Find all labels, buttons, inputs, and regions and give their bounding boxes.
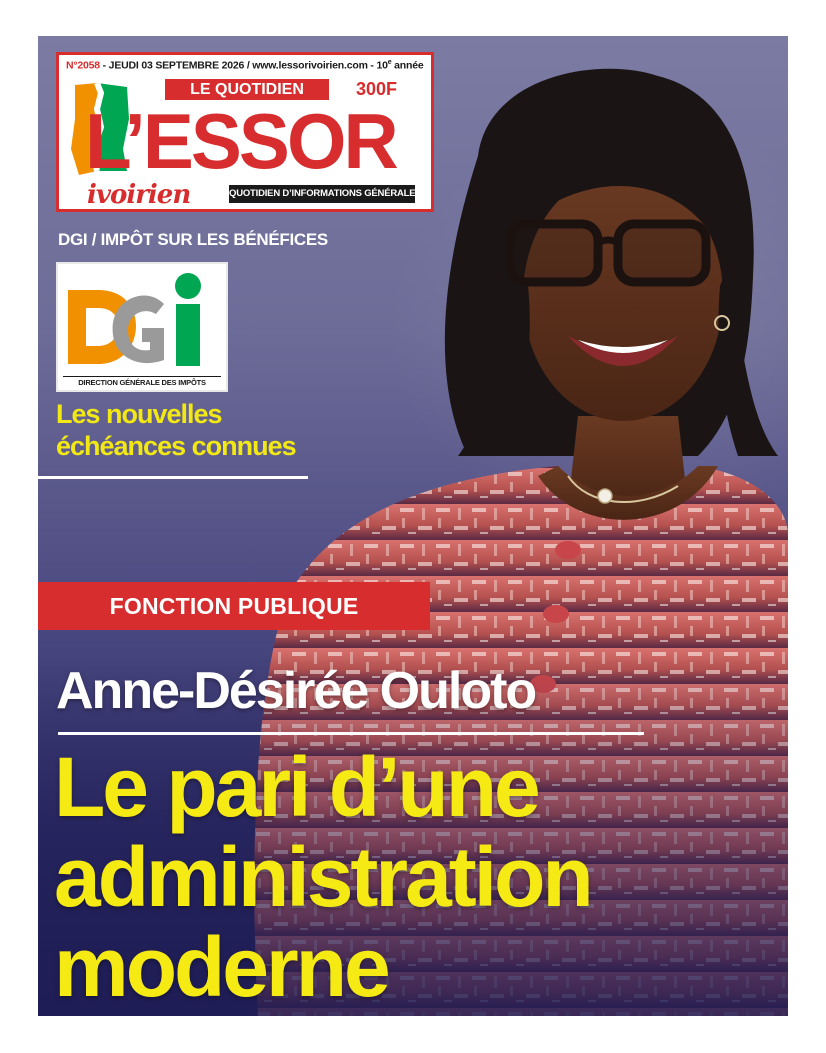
issue-date-and-url: - JEUDI 03 SEPTEMBRE 2026 / www.lessorivoirien.com - 10 bbox=[99, 59, 388, 72]
dgi-headline-line-2: échéances connues bbox=[56, 431, 296, 461]
dgi-divider bbox=[38, 476, 308, 479]
main-headline-line-2: administration bbox=[54, 830, 591, 924]
brand-subtitle: ivoirien bbox=[87, 180, 191, 210]
edition-word: année bbox=[391, 59, 424, 72]
main-story-name: Anne-Désirée Ouloto bbox=[56, 662, 536, 720]
name-divider bbox=[58, 732, 644, 735]
dgi-headline bbox=[56, 398, 336, 462]
masthead bbox=[56, 52, 434, 212]
dgi-letters-graphic bbox=[58, 264, 226, 376]
edition-suffix: e bbox=[387, 59, 392, 66]
cover-price: 300F bbox=[355, 79, 397, 99]
dgi-logo bbox=[56, 262, 228, 392]
issue-line bbox=[66, 59, 424, 72]
front-page-cover bbox=[38, 36, 788, 1016]
section-rubric: FONCTION PUBLIQUE bbox=[38, 582, 430, 630]
dgi-logo-caption: DIRECTION GÉNÉRALE DES IMPÔTS bbox=[63, 376, 221, 389]
masthead-brand bbox=[85, 99, 408, 183]
main-headline-line-3: moderne bbox=[54, 920, 388, 1014]
dgi-headline-line-1: Les nouvelles bbox=[56, 399, 222, 429]
main-headline bbox=[54, 742, 774, 1012]
dgi-kicker: DGI / IMPÔT SUR LES BÉNÉFICES bbox=[58, 230, 328, 249]
issue-number: N°2058 bbox=[66, 59, 100, 72]
masthead-tagline: QUOTIDIEN D’INFORMATIONS GÉNÉRALES bbox=[229, 185, 415, 203]
masthead-kicker: LE QUOTIDIEN bbox=[165, 79, 329, 100]
main-headline-line-1: Le pari d’une bbox=[54, 740, 538, 834]
brand-apostrophe: L’ bbox=[85, 97, 143, 185]
brand-name: ESSOR bbox=[142, 97, 396, 185]
